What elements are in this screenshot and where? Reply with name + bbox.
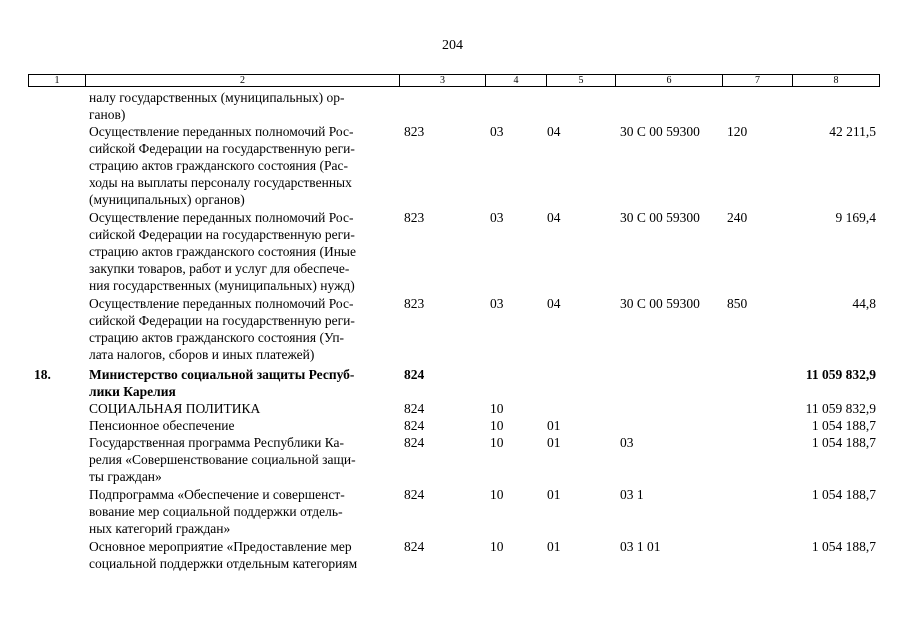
- row-name: [89, 366, 394, 400]
- row-name-line: закупки товаров, работ и услуг для обеспече-: [89, 261, 350, 276]
- row-target-article: 03: [620, 435, 634, 450]
- row-name-line: Основное мероприятие «Предоставление мер: [89, 539, 352, 554]
- row-name-line: социальной поддержки отдельным категориям: [89, 556, 358, 571]
- row-section: 10: [490, 539, 504, 554]
- row-target-article: 30 С 00 59300: [620, 124, 700, 139]
- row-name-line: Осуществление переданных полномочий Рос-: [89, 210, 354, 225]
- row-subsection: 01: [547, 487, 561, 502]
- row-section: 03: [490, 296, 504, 311]
- row-ministry-code: 824: [404, 367, 425, 382]
- row-name-line: ганов): [89, 107, 126, 122]
- row-section: 03: [490, 210, 504, 225]
- row-amount: 44,8: [852, 296, 876, 311]
- header-col-7: 7: [755, 75, 760, 86]
- row-name-line: ходы на выплаты персоналу государственных: [89, 175, 352, 190]
- row-name: [89, 486, 394, 537]
- row-subsection: 04: [547, 124, 561, 139]
- row-ministry-code: 824: [404, 435, 425, 450]
- row-ministry-code: 824: [404, 539, 425, 554]
- row-subsection: 04: [547, 296, 561, 311]
- row-name-line: Министерство социальной защиты Респуб-: [89, 367, 355, 382]
- row-name-line: Пенсионное обеспечение: [89, 418, 235, 433]
- header-col-3: 3: [440, 75, 445, 86]
- row-name-line: ты граждан»: [89, 469, 162, 484]
- row-name-line: Осуществление переданных полномочий Рос-: [89, 124, 354, 139]
- row-target-article: 30 С 00 59300: [620, 210, 700, 225]
- row-name-line: сийской Федерации на государственную реги-: [89, 313, 355, 328]
- row-section: 10: [490, 401, 504, 416]
- header-col-6: 6: [666, 75, 672, 86]
- row-name: [89, 400, 394, 417]
- row-target-article: 03 1: [620, 487, 644, 502]
- row-section: 10: [490, 487, 504, 502]
- row-amount: 1 054 188,7: [811, 418, 876, 433]
- row-section: 10: [490, 435, 504, 450]
- row-subsection: 04: [547, 210, 561, 225]
- row-subsection: 01: [547, 418, 561, 433]
- row-amount: 11 059 832,9: [805, 401, 876, 416]
- row-amount: 1 054 188,7: [811, 435, 876, 450]
- row-amount: 1 054 188,7: [811, 487, 876, 502]
- row-name: [89, 123, 394, 208]
- row-name: [89, 209, 394, 294]
- row-amount: 9 169,4: [835, 210, 876, 225]
- row-name-line: страцию актов гражданского состояния (Уп-: [89, 330, 345, 345]
- table-header: [28, 74, 880, 87]
- row-name: [89, 538, 394, 572]
- row-number: 18.: [34, 367, 51, 382]
- row-target-article: 30 С 00 59300: [620, 296, 700, 311]
- row-name-line: (муниципальных) органов): [89, 192, 245, 207]
- row-name: [89, 295, 394, 363]
- row-name-line: ных категорий граждан»: [89, 521, 231, 536]
- header-col-4: 4: [513, 75, 519, 86]
- row-subsection: 01: [547, 435, 561, 450]
- row-section: 10: [490, 418, 504, 433]
- header-col-5: 5: [578, 75, 584, 86]
- row-name-line: Подпрограмма «Обеспечение и совершенст-: [89, 487, 345, 502]
- row-name: [89, 417, 394, 434]
- row-ministry-code: 823: [404, 296, 425, 311]
- row-name-line: релия «Совершенствование социальной защи-: [89, 452, 356, 467]
- row-name-line: СОЦИАЛЬНАЯ ПОЛИТИКА: [89, 401, 261, 416]
- row-name-line: налу государственных (муниципальных) ор-: [89, 90, 345, 105]
- row-expense-type: 850: [727, 296, 748, 311]
- header-col-8: 8: [833, 75, 839, 86]
- page-number: 204: [442, 38, 463, 53]
- row-amount: 11 059 832,9: [805, 367, 876, 382]
- row-expense-type: 120: [727, 124, 748, 139]
- row-amount: 42 211,5: [829, 124, 876, 139]
- header-col-2: 2: [240, 75, 245, 86]
- row-name-line: лики Карелия: [89, 384, 176, 399]
- row-amount: 1 054 188,7: [811, 539, 876, 554]
- row-name-line: сийской Федерации на государственную реги-: [89, 141, 355, 156]
- row-ministry-code: 824: [404, 401, 425, 416]
- row-name-line: Государственная программа Республики Ка-: [89, 435, 345, 450]
- row-ministry-code: 823: [404, 124, 425, 139]
- row-ministry-code: 823: [404, 210, 425, 225]
- row-subsection: 01: [547, 539, 561, 554]
- row-target-article: 03 1 01: [620, 539, 661, 554]
- row-expense-type: 240: [727, 210, 748, 225]
- row-name: [89, 434, 394, 485]
- row-ministry-code: 824: [404, 487, 425, 502]
- row-ministry-code: 824: [404, 418, 425, 433]
- row-name: [89, 89, 394, 123]
- row-name-line: лата налогов, сборов и иных платежей): [89, 347, 315, 362]
- row-name-line: Осуществление переданных полномочий Рос-: [89, 296, 354, 311]
- row-name-line: страцию актов гражданского состояния (Рас-: [89, 158, 348, 173]
- row-section: 03: [490, 124, 504, 139]
- row-name-line: страцию актов гражданского состояния (Иные: [89, 244, 356, 259]
- row-name-line: вование мер социальной поддержки отдель-: [89, 504, 343, 519]
- row-name-line: ния государственных (муниципальных) нужд): [89, 278, 355, 293]
- row-name-line: сийской Федерации на государственную реги-: [89, 227, 355, 242]
- header-col-1: 1: [54, 75, 60, 86]
